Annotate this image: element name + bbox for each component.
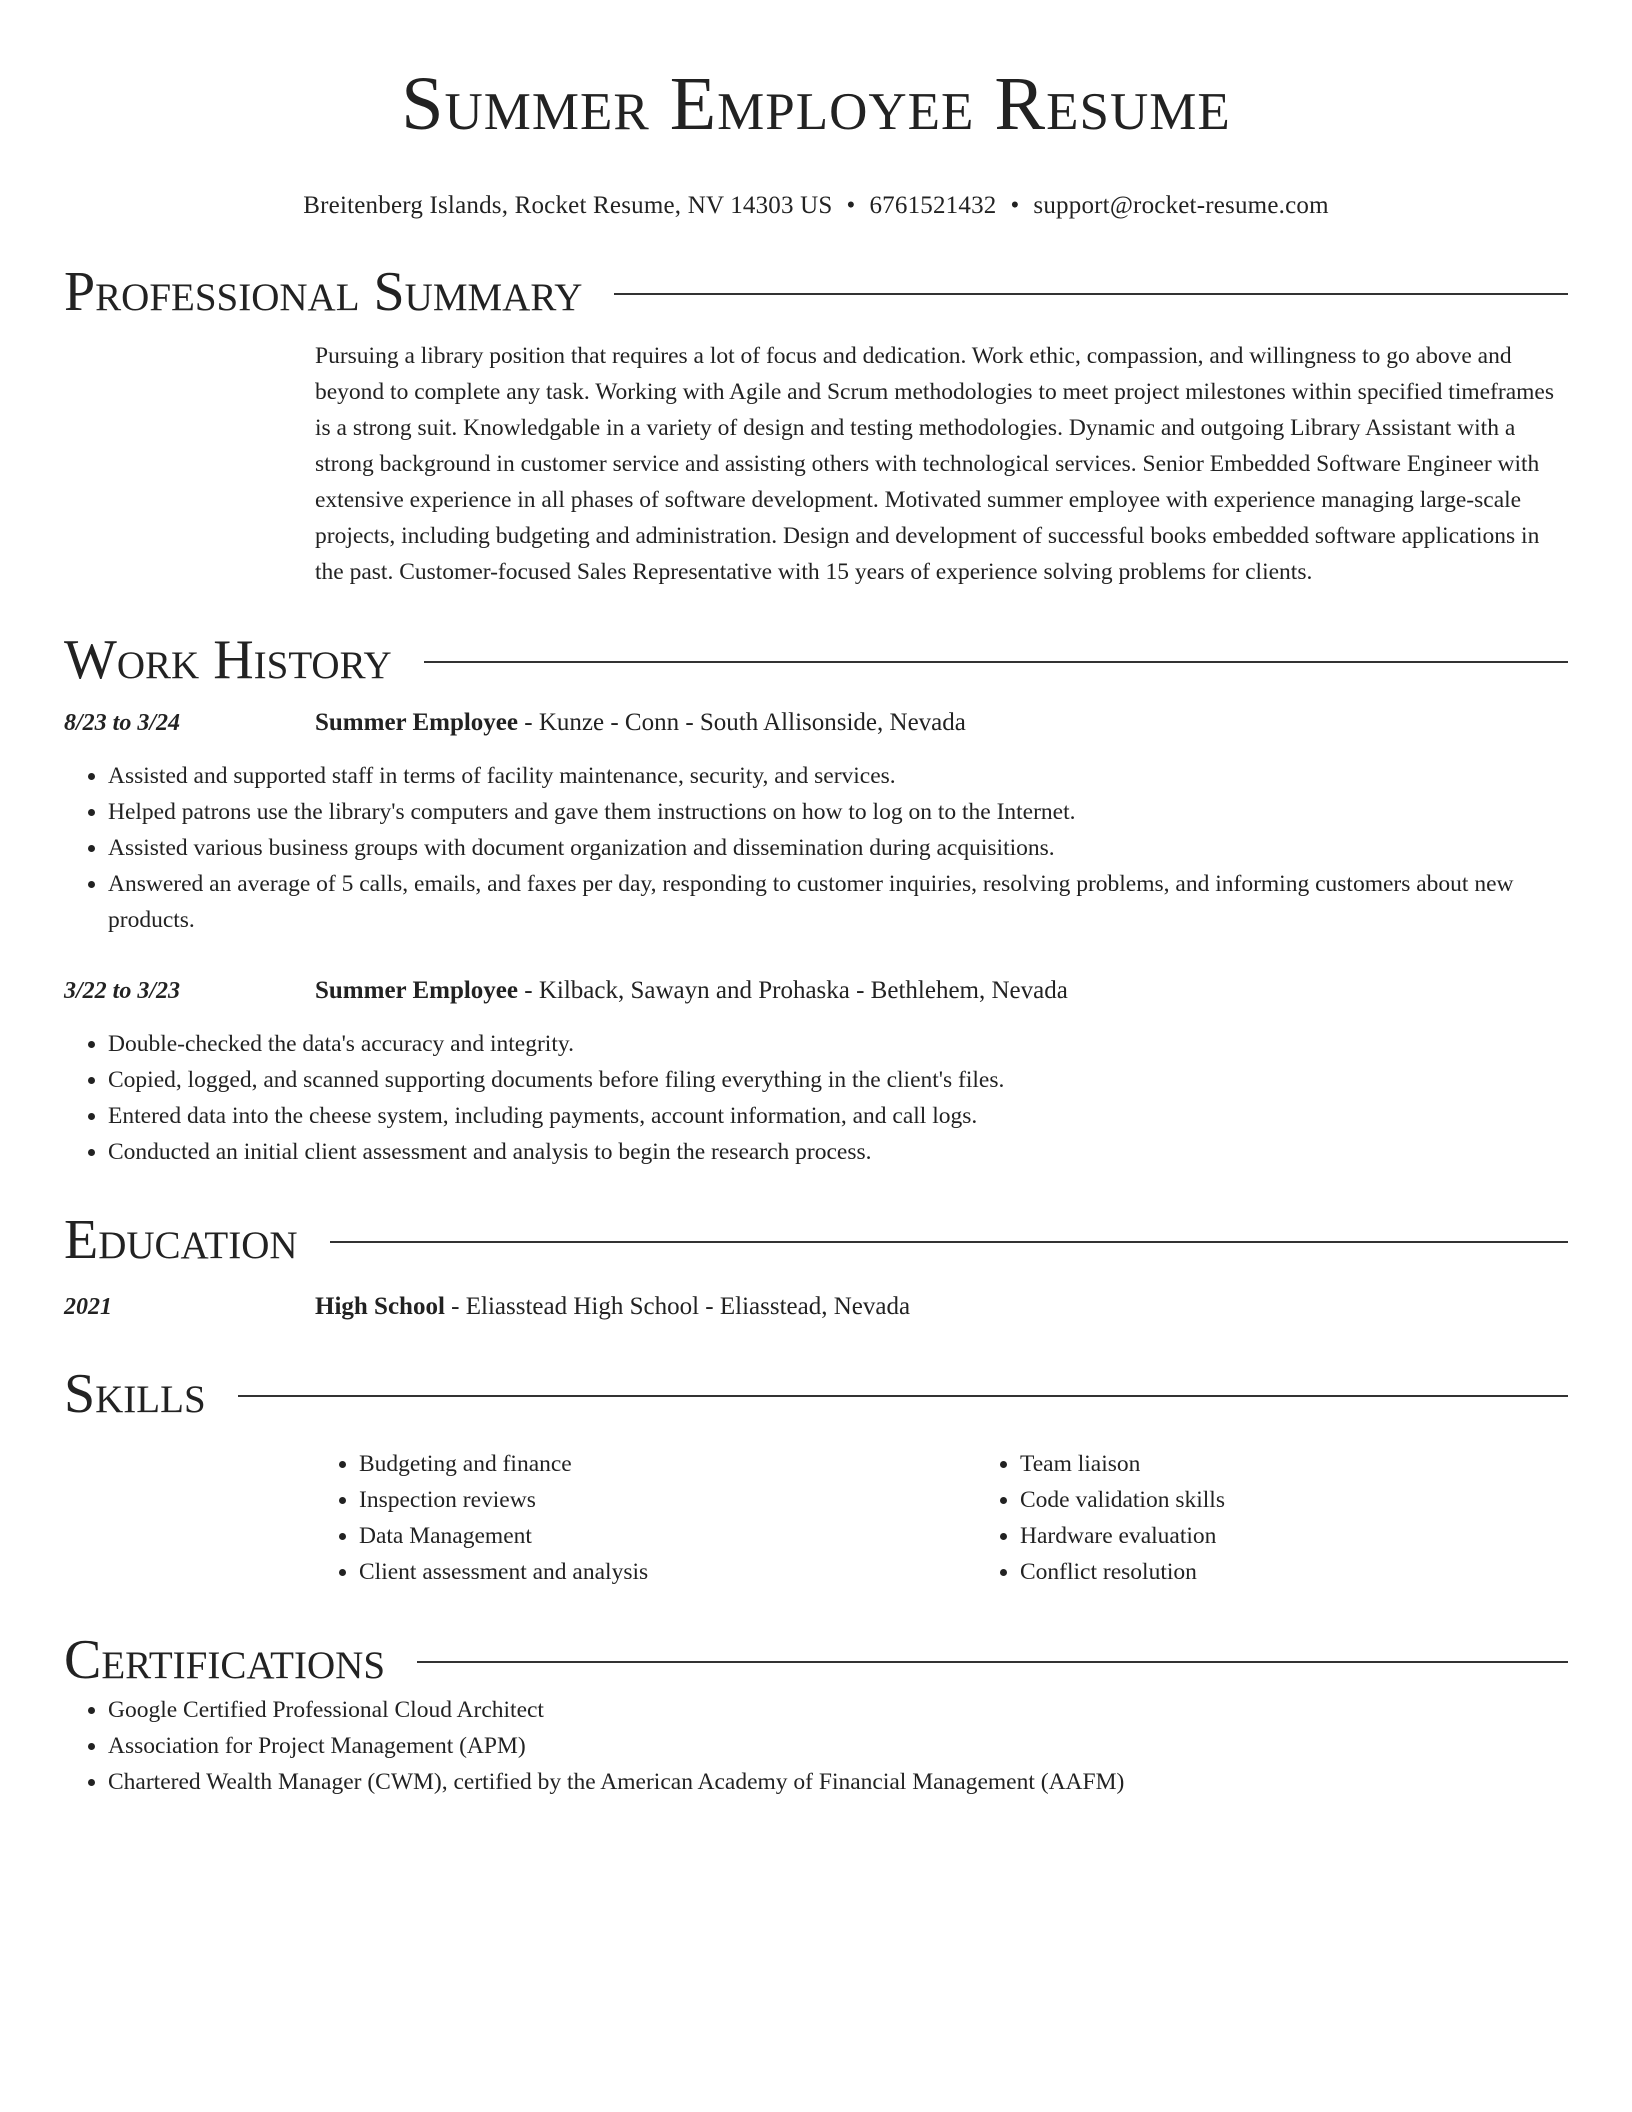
- job-bullets: [64, 1026, 1568, 1170]
- section-divider: [330, 1241, 1568, 1243]
- education-details: - Eliasstead High School - Eliasstead, Nevada: [444, 1293, 911, 1320]
- certification-item: • Association for Project Management (APM): [108, 1728, 1568, 1764]
- section-title-summary: Professional Summary: [64, 261, 583, 323]
- contact-separator: •: [846, 192, 856, 219]
- job-role-line: [315, 974, 1568, 1008]
- job-dates: 3/22 to 3/23: [64, 978, 181, 1004]
- skills-column-left: [315, 1446, 976, 1590]
- job-dates: 8/23 to 3/24: [64, 710, 181, 736]
- skills-list: [315, 1446, 1568, 1590]
- job-role-line: [315, 706, 1568, 740]
- section-divider: [424, 661, 1568, 663]
- section-title-work: Work History: [64, 629, 392, 691]
- job-bullet: • Double-checked the data's accuracy and integrity.: [108, 1026, 1568, 1062]
- job-details: - Kilback, Sawayn and Prohaska - Bethlehem, Nevada: [518, 977, 1068, 1004]
- certification-item: • Chartered Wealth Manager (CWM), certified by the American Academy of Financial Management (AAFM): [108, 1764, 1568, 1800]
- skill-item: • Inspection reviews: [359, 1482, 976, 1518]
- certifications-list: [64, 1692, 1568, 1800]
- skills-column-right: [976, 1446, 1632, 1590]
- skill-item: • Code validation skills: [1020, 1482, 1632, 1518]
- skill-item: • Budgeting and finance: [359, 1446, 976, 1482]
- education-section-header: [64, 1208, 1568, 1272]
- section-title-education: Education: [64, 1209, 298, 1271]
- contact-separator: •: [1010, 192, 1020, 219]
- contact-email: support@rocket-resume.com: [1033, 192, 1329, 219]
- section-divider: [614, 293, 1568, 295]
- job-bullet: • Helped patrons use the library's computers and gave them instructions on how to log on to the Internet.: [108, 794, 1568, 830]
- skill-item: • Conflict resolution: [1020, 1554, 1632, 1590]
- job-bullets: [64, 758, 1568, 938]
- work-section-header: [64, 628, 1568, 692]
- contact-phone: 6761521432: [869, 192, 997, 219]
- certifications-section-header: [64, 1628, 1568, 1692]
- section-title-skills: Skills: [64, 1363, 206, 1425]
- job-entry: [64, 974, 1568, 1170]
- job-bullet: • Conducted an initial client assessment and analysis to begin the research process.: [108, 1134, 1568, 1170]
- section-title-certifications: Certifications: [64, 1629, 386, 1691]
- job-bullet: • Assisted and supported staff in terms of facility maintenance, security, and services.: [108, 758, 1568, 794]
- summary-text: Pursuing a library position that requires a lot of focus and dedication. Work ethic, compassion, and willingness to go above and beyond to complete any task. Working with Agile and Scrum methodologies to meet project milestones within specified timeframes is a strong suit. Knowledgable in a variety of design and testing methodologies. Dynamic and outgoing Library Assistant with a strong background in customer service and assisting others with technological services. Senior Embedded Software Engineer with extensive experience in all phases of software development. Motivated summer employee with experience managing large-scale projects, including budgeting and administration. Design and development of successful books embedded software applications in the past. Customer-focused Sales Representative with 15 years of experience solving problems for clients.: [315, 343, 1554, 585]
- job-bullet: • Assisted various business groups with document organization and dissemination during acquisitions.: [108, 830, 1568, 866]
- skills-section-header: [64, 1362, 1568, 1426]
- education-degree: High School: [315, 1293, 445, 1320]
- skill-item: • Hardware evaluation: [1020, 1518, 1632, 1554]
- resume-name: Summer Employee Resume: [401, 62, 1231, 146]
- job-bullet: • Answered an average of 5 calls, emails, and faxes per day, responding to customer inquiries, resolving problems, and informing customers about new products.: [108, 866, 1568, 938]
- job-title: Summer Employee: [315, 709, 518, 736]
- skill-item: • Team liaison: [1020, 1446, 1632, 1482]
- education-line: [315, 1290, 1568, 1324]
- section-divider: [238, 1395, 1568, 1397]
- job-header: [64, 706, 1568, 740]
- contact-line: [64, 190, 1568, 222]
- section-divider: [417, 1661, 1568, 1663]
- skill-item: • Data Management: [359, 1518, 976, 1554]
- job-bullet: • Copied, logged, and scanned supporting documents before filing everything in the client's files.: [108, 1062, 1568, 1098]
- job-title: Summer Employee: [315, 977, 518, 1004]
- job-header: [64, 974, 1568, 1008]
- contact-address: Breitenberg Islands, Rocket Resume, NV 14303 US: [303, 192, 833, 219]
- certification-item: • Google Certified Professional Cloud Architect: [108, 1692, 1568, 1728]
- job-details: - Kunze - Conn - South Allisonside, Nevada: [518, 709, 966, 736]
- skill-item: • Client assessment and analysis: [359, 1554, 976, 1590]
- education-entry: [64, 1290, 1568, 1324]
- job-entry: [64, 706, 1568, 938]
- education-year: 2021: [64, 1294, 112, 1320]
- summary-section-header: [64, 260, 1568, 324]
- job-bullet: • Entered data into the cheese system, including payments, account information, and call logs.: [108, 1098, 1568, 1134]
